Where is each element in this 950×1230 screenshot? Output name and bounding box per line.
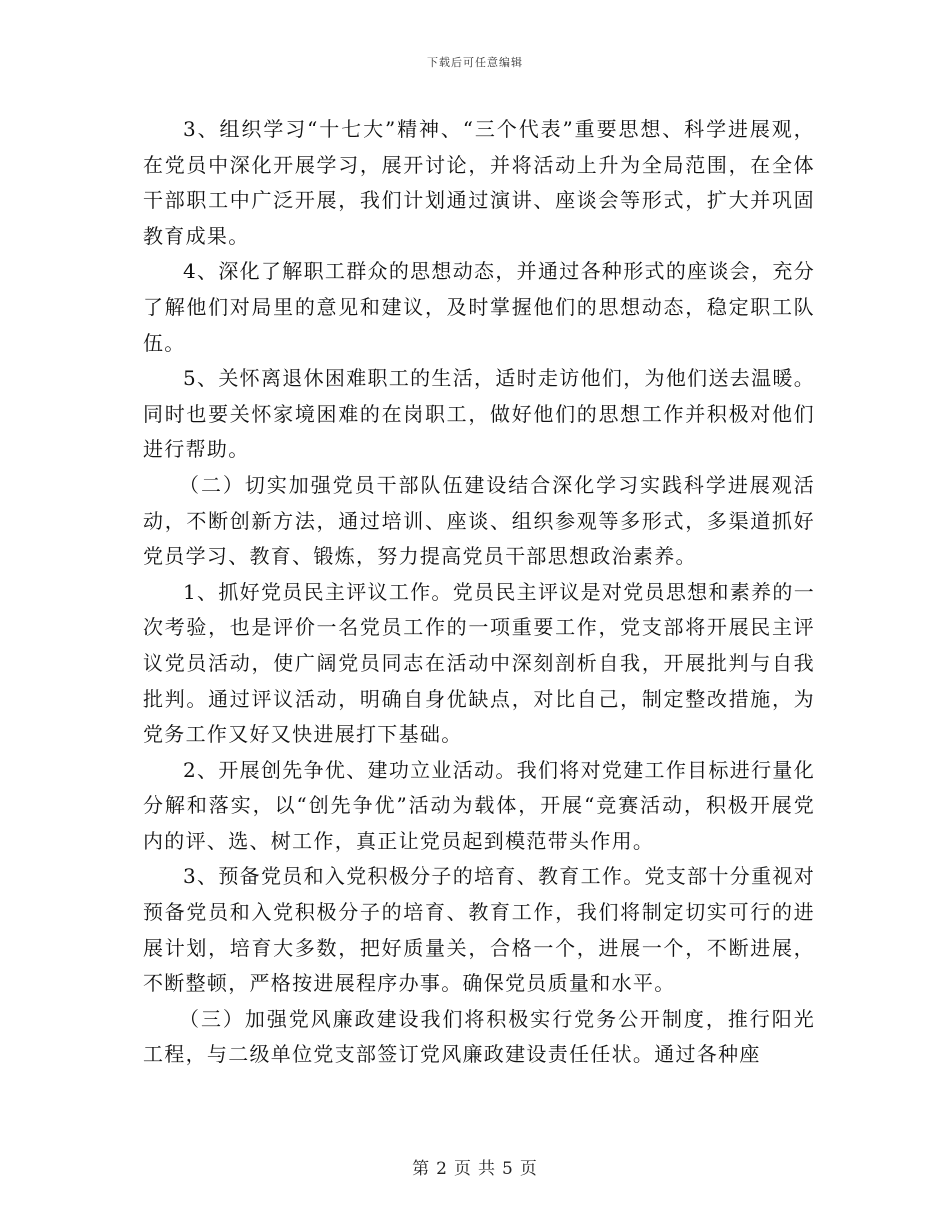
paragraph-item-5-retiree-care: 5、关怀离退休困难职工的生活，适时走访他们，为他们送去温暖。同时也要关怀家境困难的在岗职工，做好他们的思想工作并积极对他们进行帮助。: [143, 366, 815, 462]
footer-page-number: 2: [436, 1159, 448, 1179]
page-footer: [0, 1154, 950, 1179]
section-heading-3-integrity: （三）加强党风廉政建设我们将积极实行党务公开制度，推行阳光工程，与二级单位党支部签订党风廉政建设责任任状。通过各种座: [143, 1006, 815, 1067]
page-header: [0, 54, 950, 70]
document-body: [143, 112, 815, 1073]
header-note: 下载后可任意编辑: [427, 56, 523, 69]
footer-total-unit: 页: [519, 1159, 538, 1179]
paragraph-item-3-probationary-members: 3、预备党员和入党积极分子的培育、教育工作。党支部十分重视对预备党员和入党积极分子的培育、教育工作，我们将制定切实可行的进展计划，培育大多数，把好质量关，合格一个，进展一个，不断进展，不断整顿，严格按进展程序办事。确保党员质量和水平。: [143, 864, 815, 996]
section-heading-2-team-building: （二）切实加强党员干部队伍建设结合深化学习实践科学进展观活动，不断创新方法，通过培训、座谈、组织参观等多形式，多渠道抓好党员学习、教育、锻炼，努力提高党员干部思想政治素养。: [143, 472, 815, 569]
paragraph-item-3-study: 3、组织学习“十七大”精神、“三个代表”重要思想、科学进展观，在党员中深化开展学习，展开讨论，并将活动上升为全局范围，在全体干部职工中广泛开展，我们计划通过演讲、座谈会等形式，扩大并巩固教育成果。: [143, 117, 815, 248]
paragraph-item-1-democratic-review: 1、抓好党员民主评议工作。党员民主评议是对党员思想和素养的一次考验，也是评价一名党员工作的一项重要工作，党支部将开展民主评议党员活动，使广阔党员同志在活动中深刻剖析自我，开展批判与自我批判。通过评议活动，明确自身优缺点，对比自己，制定整改措施，为党务工作又好又快进展打下基础。: [143, 579, 815, 747]
footer-prefix: 第: [412, 1159, 431, 1179]
paragraph-item-4-staff-thoughts: 4、深化了解职工群众的思想动态，并通过各种形式的座谈会，充分了解他们对局里的意见和建议，及时掌握他们的思想动态，稳定职工队伍。: [143, 259, 815, 355]
footer-total-prefix: 共: [478, 1159, 496, 1179]
footer-page-unit: 页: [454, 1159, 472, 1179]
footer-total-pages: 5: [502, 1159, 514, 1179]
paragraph-item-2-excellence-activity: 2、开展创先争优、建功立业活动。我们将对党建工作目标进行量化分解和落实，以“创先争优”活动为载体，开展“竞赛活动，积极开展党内的评、选、树工作，真正让党员起到模范带头作用。: [143, 757, 815, 853]
